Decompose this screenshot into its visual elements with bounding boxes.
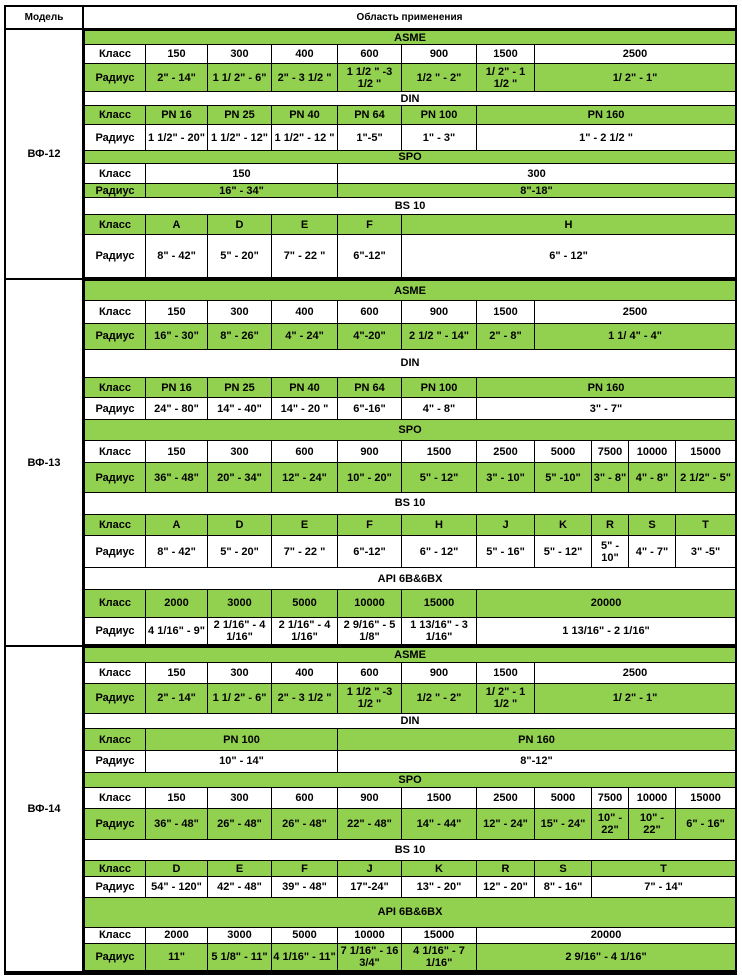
standard-title: DIN [85,714,736,729]
value-cell: 7" - 22 " [272,536,338,568]
row-label: Радиус [85,398,146,420]
class-row [85,215,736,235]
class-row [85,514,736,536]
value-cell: PN 64 [338,377,402,397]
value-cell: 5000 [272,589,338,617]
value-cell: K [402,861,477,876]
model-spec-block [84,280,735,647]
application-area-header: Область применения [84,7,735,30]
class-row [85,927,736,943]
value-cell: 900 [402,301,477,324]
spec-table [84,30,736,278]
radius-row [85,235,736,278]
class-row [85,301,736,324]
value-cell: PN 160 [477,106,736,125]
value-cell: 14" - 44" [402,809,477,839]
radius-row [85,876,736,898]
value-cell: 15000 [402,589,477,617]
value-cell: 10" - 22" [592,809,629,839]
value-cell: 1500 [477,45,535,64]
row-label: Класс [85,861,146,876]
value-cell: 6"-16" [338,398,402,420]
value-cell: 1/ 2" - 1 1/2 " [477,64,535,92]
value-cell: 26" - 48" [272,809,338,839]
value-cell: 36" - 48" [146,809,208,839]
value-cell: 10" - 22" [629,809,676,839]
value-cell: F [338,215,402,235]
value-cell: 600 [338,45,402,64]
value-cell: 8"-18" [338,184,736,198]
row-label: Класс [85,787,146,809]
value-cell: 5" - 12" [402,462,477,492]
value-cell: 3" - 10" [477,462,535,492]
value-cell: PN 160 [338,729,736,751]
value-cell: PN 16 [146,106,208,125]
value-cell: 7" - 14" [592,876,736,898]
value-cell: PN 100 [146,729,338,751]
value-cell: 1 1/2" - 12 " [272,125,338,151]
value-cell: 900 [338,787,402,809]
class-row [85,377,736,397]
value-cell: PN 100 [402,106,477,125]
value-cell: 1500 [402,787,477,809]
value-cell: 20" - 34" [208,462,272,492]
class-row [85,106,736,125]
value-cell: 1 1/2 " -3 1/2 " [338,683,402,713]
value-cell: 1 1/2 " -3 1/2 " [338,64,402,92]
radius-row [85,809,736,839]
value-cell: 1500 [477,301,535,324]
value-cell: 17"-24" [338,876,402,898]
value-cell: 150 [146,787,208,809]
model-name: ВФ-14 [6,647,84,973]
value-cell: S [535,861,592,876]
radius-row [85,324,736,350]
value-cell: 150 [146,663,208,684]
row-label: Радиус [85,809,146,839]
value-cell: 2 1/16" - 4 1/16" [208,617,272,644]
value-cell: 300 [208,441,272,463]
radius-row [85,617,736,644]
value-cell: 2" - 14" [146,683,208,713]
value-cell: 5" -10" [535,462,592,492]
row-label: Радиус [85,683,146,713]
value-cell: 15000 [676,787,736,809]
value-cell: 2 1/2" - 5" [676,462,736,492]
standard-title-row [85,839,736,861]
value-cell: PN 160 [477,377,736,397]
value-cell: 400 [272,301,338,324]
value-cell: 8" - 42" [146,536,208,568]
value-cell: 2500 [535,663,736,684]
value-cell: 600 [272,441,338,463]
value-cell: A [146,215,208,235]
value-cell: 1/ 2" - 1" [535,683,736,713]
value-cell: 6" - 16" [676,809,736,839]
class-row [85,861,736,876]
value-cell: 54" - 120" [146,876,208,898]
value-cell: 600 [272,787,338,809]
model-spec-block [84,647,735,973]
value-cell: D [208,514,272,536]
value-cell: 4" - 7" [629,536,676,568]
value-cell: 1 1/ 2" - 6" [208,683,272,713]
standard-title: SPO [85,772,736,787]
value-cell: J [477,514,535,536]
row-label: Класс [85,215,146,235]
standard-title-row [85,349,736,377]
row-label: Радиус [85,876,146,898]
class-row [85,787,736,809]
value-cell: 7500 [592,441,629,463]
row-label: Класс [85,927,146,943]
value-cell: 600 [338,301,402,324]
value-cell: 4 1/16" - 7 1/16" [402,943,477,970]
value-cell: 1 13/16" - 3 1/16" [402,617,477,644]
radius-row [85,184,736,198]
value-cell: T [592,861,736,876]
value-cell: 2" - 8" [477,324,535,350]
class-row [85,729,736,751]
value-cell: 4 1/16" - 9" [146,617,208,644]
value-cell: 1/2 " - 2" [402,683,477,713]
value-cell: 15" - 24" [535,809,592,839]
standard-title-row [85,898,736,927]
value-cell: 4" - 8" [629,462,676,492]
value-cell: 13" - 20" [402,876,477,898]
value-cell: 1" - 2 1/2 " [477,125,736,151]
value-cell: 5000 [535,441,592,463]
specification-sheet [4,5,737,975]
model-name: ВФ-12 [6,30,84,280]
standard-title-row [85,568,736,590]
class-row [85,589,736,617]
row-label: Радиус [85,184,146,198]
radius-row [85,943,736,970]
value-cell: 4" - 8" [402,398,477,420]
value-cell: 1 1/2" - 12" [208,125,272,151]
standard-title: ASME [85,281,736,301]
value-cell: 1 1/ 2" - 6" [208,64,272,92]
standard-title: DIN [85,92,736,106]
value-cell: 3" - 7" [477,398,736,420]
value-cell: A [146,514,208,536]
standard-title: SPO [85,419,736,441]
value-cell: 22" - 48" [338,809,402,839]
value-cell: 2500 [477,787,535,809]
row-label: Класс [85,729,146,751]
value-cell: PN 100 [402,377,477,397]
value-cell: 3" - 8" [592,462,629,492]
value-cell: 2500 [477,441,535,463]
row-label: Класс [85,441,146,463]
value-cell: 6"-12" [338,235,402,278]
value-cell: 2 1/16" - 4 1/16" [272,617,338,644]
value-cell: 5" - 20" [208,235,272,278]
value-cell: 26" - 48" [208,809,272,839]
value-cell: 8"-12" [338,750,736,772]
value-cell: 150 [146,441,208,463]
row-label: Радиус [85,64,146,92]
standard-title-row [85,419,736,441]
standard-title: SPO [85,151,736,164]
value-cell: 1 13/16" - 2 1/16" [477,617,736,644]
standard-title: ASME [85,31,736,45]
value-cell: 6" - 12" [402,235,736,278]
standard-title-row [85,714,736,729]
value-cell: H [402,514,477,536]
radius-row [85,536,736,568]
value-cell: 1" - 3" [402,125,477,151]
value-cell: 14" - 40" [208,398,272,420]
value-cell: 11" [146,943,208,970]
value-cell: 2000 [146,927,208,943]
value-cell: PN 40 [272,377,338,397]
spec-table [84,280,736,645]
value-cell: H [402,215,736,235]
row-label: Радиус [85,536,146,568]
value-cell: 2500 [535,45,736,64]
class-row [85,45,736,64]
value-cell: 20000 [477,927,736,943]
value-cell: 10000 [629,787,676,809]
row-label: Радиус [85,125,146,151]
row-label: Класс [85,514,146,536]
value-cell: 600 [338,663,402,684]
value-cell: K [535,514,592,536]
value-cell: J [338,861,402,876]
class-row [85,164,736,184]
value-cell: 2500 [535,301,736,324]
radius-row [85,750,736,772]
value-cell: 15000 [402,927,477,943]
value-cell: 300 [208,301,272,324]
value-cell: 7" - 22 " [272,235,338,278]
value-cell: 4" - 24" [272,324,338,350]
value-cell: 20000 [477,589,736,617]
value-cell: 42" - 48" [208,876,272,898]
row-label: Класс [85,164,146,184]
value-cell: F [272,861,338,876]
value-cell: R [477,861,535,876]
value-cell: 400 [272,45,338,64]
value-cell: 14" - 20 " [272,398,338,420]
value-cell: 3000 [208,589,272,617]
row-label: Класс [85,589,146,617]
value-cell: 1500 [477,663,535,684]
value-cell: 300 [208,787,272,809]
value-cell: E [272,215,338,235]
value-cell: 2" - 3 1/2 " [272,683,338,713]
row-label: Радиус [85,617,146,644]
value-cell: 12" - 20" [477,876,535,898]
value-cell: 7500 [592,787,629,809]
value-cell: 3" -5" [676,536,736,568]
value-cell: 300 [338,164,736,184]
value-cell: 10" - 20" [338,462,402,492]
value-cell: 150 [146,164,338,184]
value-cell: D [208,215,272,235]
value-cell: E [208,861,272,876]
row-label: Радиус [85,462,146,492]
value-cell: 1500 [402,441,477,463]
row-label: Радиус [85,750,146,772]
radius-row [85,683,736,713]
value-cell: 10000 [338,927,402,943]
value-cell: 8" - 16" [535,876,592,898]
value-cell: 16" - 34" [146,184,338,198]
value-cell: 15000 [676,441,736,463]
value-cell: 2 9/16" - 5 1/8" [338,617,402,644]
value-cell: 8" - 42" [146,235,208,278]
value-cell: PN 25 [208,377,272,397]
row-label: Класс [85,45,146,64]
standard-title: BS 10 [85,198,736,215]
value-cell: 5" - 20" [208,536,272,568]
value-cell: 400 [272,663,338,684]
value-cell: 1"-5" [338,125,402,151]
value-cell: PN 16 [146,377,208,397]
value-cell: E [272,514,338,536]
class-row [85,441,736,463]
value-cell: 2000 [146,589,208,617]
value-cell: 5000 [535,787,592,809]
model-spec-block [84,30,735,280]
value-cell: 10000 [629,441,676,463]
value-cell: 39" - 48" [272,876,338,898]
value-cell: 4 1/16" - 11" [272,943,338,970]
value-cell: 1/2 " - 2" [402,64,477,92]
standard-title-row [85,493,736,515]
value-cell: 24" - 80" [146,398,208,420]
value-cell: 6"-12" [338,536,402,568]
standard-title-row [85,92,736,106]
value-cell: 5" - 12" [535,536,592,568]
standard-title-row [85,648,736,663]
model-column-header: Модель [6,7,84,30]
value-cell: 10000 [338,589,402,617]
standard-title-row [85,31,736,45]
value-cell: 6" - 12" [402,536,477,568]
standard-title: BS 10 [85,493,736,515]
value-cell: F [338,514,402,536]
value-cell: 1 1/2" - 20" [146,125,208,151]
value-cell: PN 64 [338,106,402,125]
value-cell: 12" - 24" [272,462,338,492]
value-cell: 12" - 24" [477,809,535,839]
standard-title-row [85,151,736,164]
value-cell: 150 [146,45,208,64]
standard-title-row [85,772,736,787]
standard-title-row [85,198,736,215]
standard-title: API 6B&6BX [85,898,736,927]
row-label: Радиус [85,943,146,970]
row-label: Класс [85,663,146,684]
standard-title: ASME [85,648,736,663]
value-cell: 5 1/8" - 11" [208,943,272,970]
value-cell: 1 1/ 4" - 4" [535,324,736,350]
value-cell: D [146,861,208,876]
value-cell: 1/ 2" - 1" [535,64,736,92]
value-cell: T [676,514,736,536]
class-row [85,663,736,684]
row-label: Класс [85,301,146,324]
value-cell: 16" - 30" [146,324,208,350]
value-cell: 5" - 16" [477,536,535,568]
model-name: ВФ-13 [6,280,84,647]
value-cell: 10" - 14" [146,750,338,772]
value-cell: R [592,514,629,536]
radius-row [85,398,736,420]
value-cell: 2" - 3 1/2 " [272,64,338,92]
value-cell: 3000 [208,927,272,943]
value-cell: 7 1/16" - 16 3/4" [338,943,402,970]
standard-title: API 6B&6BX [85,568,736,590]
row-label: Класс [85,377,146,397]
radius-row [85,64,736,92]
standard-title-row [85,281,736,301]
value-cell: PN 40 [272,106,338,125]
value-cell: 900 [402,663,477,684]
value-cell: 150 [146,301,208,324]
value-cell: 36" - 48" [146,462,208,492]
row-label: Класс [85,106,146,125]
value-cell: 300 [208,45,272,64]
radius-row [85,462,736,492]
value-cell: 5000 [272,927,338,943]
value-cell: 2" - 14" [146,64,208,92]
value-cell: 2 9/16" - 4 1/16" [477,943,736,970]
row-label: Радиус [85,235,146,278]
value-cell: 5" - 10" [592,536,629,568]
radius-row [85,125,736,151]
value-cell: 2 1/2 " - 14" [402,324,477,350]
value-cell: S [629,514,676,536]
spec-table [84,647,736,971]
value-cell: 900 [402,45,477,64]
row-label: Радиус [85,324,146,350]
standard-title: BS 10 [85,839,736,861]
value-cell: 1/ 2" - 1 1/2 " [477,683,535,713]
standard-title: DIN [85,349,736,377]
value-cell: 4"-20" [338,324,402,350]
value-cell: 900 [338,441,402,463]
value-cell: 8" - 26" [208,324,272,350]
value-cell: PN 25 [208,106,272,125]
value-cell: 300 [208,663,272,684]
